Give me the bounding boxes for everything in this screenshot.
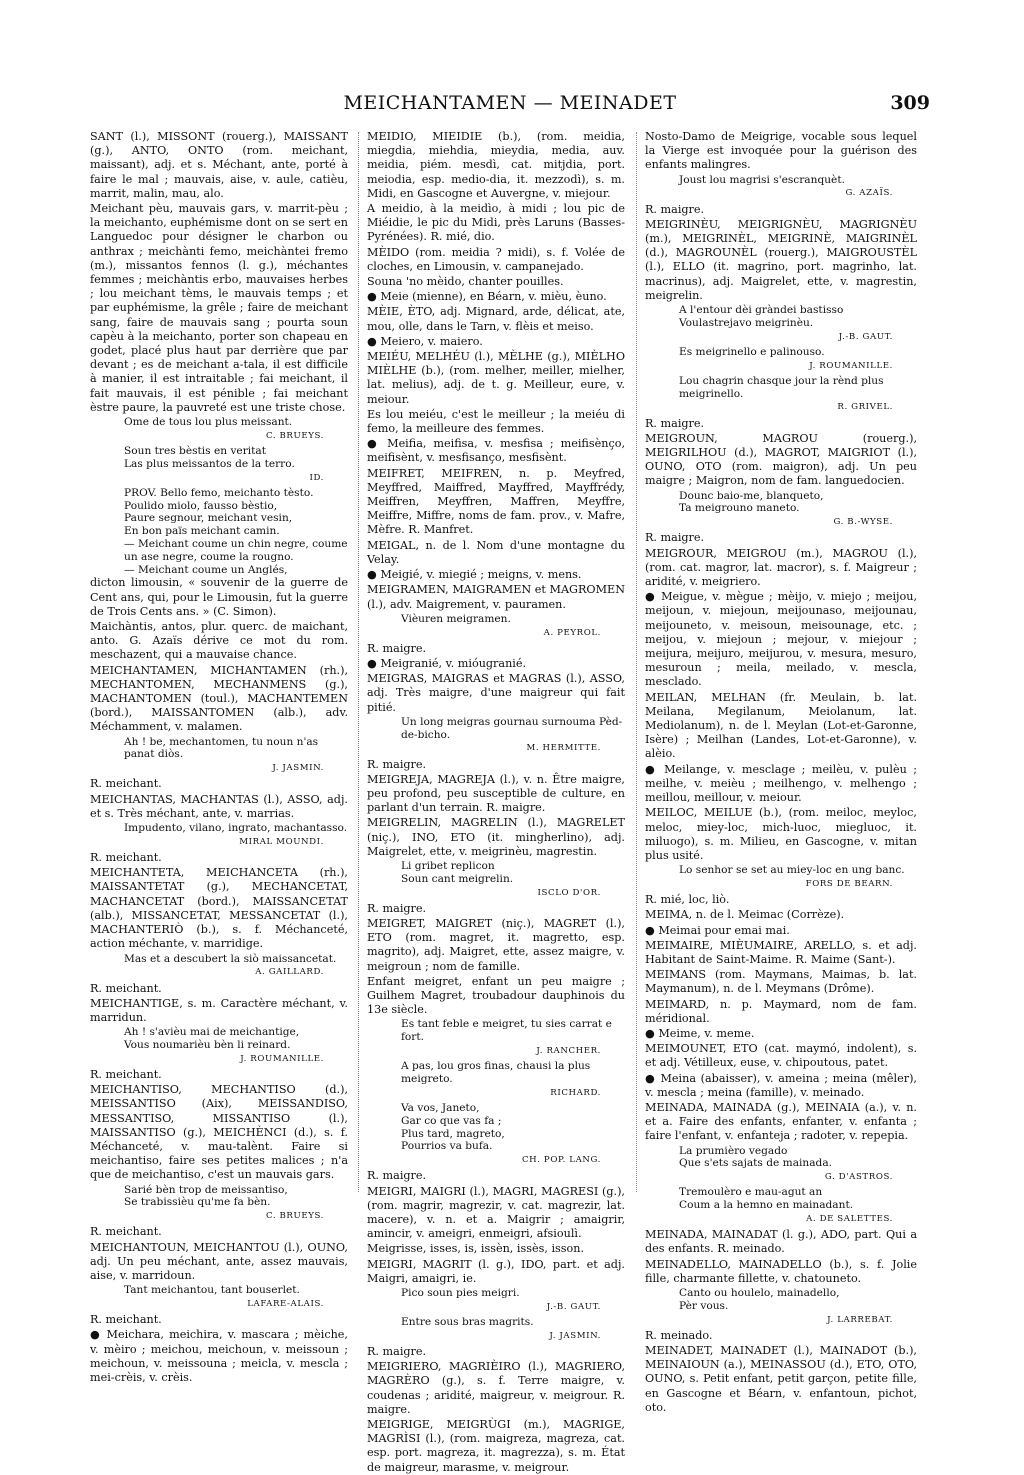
entry-paragraph: R. maigre. (367, 1344, 427, 1358)
quotation-line: Un long meigras gournau surnouma Pèd-de-bicho. (401, 715, 623, 741)
entry-paragraph: MEILAN, MELHAN (fr. Meulain, b. lat. Meilana, Megilanum, Meiolanum, lat. Mediolanum), n. de l. Meylan (Lot-et-Garonne, Isère) ; Meilhan (Landes, Lot-et-Garonne), v. alèio. (645, 690, 917, 761)
entry-paragraph: MEIGAL, n. de l. Nom d'une montagne du Velay. (367, 538, 625, 566)
quotation-line: Se trabissièu qu'me fa bèn. (124, 1196, 271, 1209)
entry-paragraph: MEIÉU, MELHÉU (l.), MÈLHE (g.), MIÈLHO MIÈLHE (b.), (rom. melher, meiller, mielher, lat. melius), adj. de t. g. Meilleur, eure, v. meiour. (367, 350, 625, 406)
entry-paragraph: MEIMA, n. de l. Meimac (Corrèze). (645, 908, 845, 922)
quotation-source: CH. POP. LANG. (522, 1155, 601, 1166)
entry-paragraph: dicton limousin, « souvenir de la guerre de Cent ans, qui, pour le Limousin, fut la guerre de Trois Cents ans. » (C. Simon). (90, 576, 348, 618)
column-divider (358, 132, 359, 1192)
quotation-line: Soun tres bèstis en veritat (124, 445, 266, 458)
quotation-source: J. ROUMANILLE. (809, 360, 893, 371)
quotation-line: Ah ! be, mechantomen, tu noun n'as panat diòs. (124, 735, 319, 761)
quotation-source: J. LARREBAT. (827, 1314, 893, 1325)
entry-paragraph: ● Meina (abaisser), v. ameina ; meina (mêler), v. mescla ; meina (famille), v. meinado. (645, 1071, 917, 1099)
quotation-line: Ah ! s'avièu mai de meichantige, (124, 1026, 300, 1039)
entry-paragraph: ● Meigue, v. mègue ; mèijo, v. miejo ; meijou, meijoun, v. miejoun, meijounaso, meijounau, meijouneto, v. meisoun, meisounage, etc. ; meijou, v. miejoun ; mejour, v. miejour ; meijura, meijuro, meijurou, v. mesura, mesuro, mesuroun ; meila, meilado, v. mescla, mesclado. (645, 590, 917, 689)
entry-paragraph: MEINADA, MAINADA (g.), MEINAIA (a.), v. n. et a. Faire des enfants, enfanter, v. enfanta ; faire l'enfant, v. enfanteja ; radoter, v. repepia. (645, 1100, 917, 1143)
quotation-source: G. AZAÏS. (845, 188, 893, 199)
entry-paragraph: R. meichant. (90, 981, 162, 995)
quotation-line: Mas et a descubert la siò maissancetat. (124, 952, 337, 965)
entry-paragraph: R. meichant. (90, 1067, 162, 1081)
entry-paragraph: MEIGROUR, MEIGROU (m.), MAGROU (l.), (rom. cat. magror, lat. macror), s. f. Maigreur ; aridité, v. meigriero. (645, 546, 917, 589)
quotation-line: Pourrios va bufa. (401, 1140, 493, 1153)
entry-paragraph: MEIMAIRE, MIÈUMAIRE, ARELLO, s. et adj. Habitant de Saint-Maime. R. Maime (Sant-). (645, 938, 917, 966)
entry-paragraph: SANT (l.), MISSONT (rouerg.), MAISSANT (g.), ANTO, ONTO (rom. meichant, maissant), adj. et s. Méchant, ante, porté à faire le mal ; mauvais, aise, v. aule, catièu, marrit, malin, mau, alo. (90, 130, 348, 200)
entry-paragraph: MEICHANTISO, MECHANTISO (d.), MEISSANTISO (Aix), MEISSANDISO, MESSANTISO, MISSANTISO (l.), MAISSANTISO (g.), MEICHÈNCI (d.), s. f. Méchanceté, v. mau-talènt. Faire si meichantiso, faire ses petites malices ; n'a que de meichantiso, c'est un mauvais gars. (90, 1083, 348, 1182)
entry-paragraph: R. meichant. (90, 1225, 162, 1239)
text-column-1 (90, 130, 348, 1384)
entry-paragraph: ● Meie (mienne), en Béarn, v. mièu, èuno. (367, 290, 607, 304)
entry-paragraph: ● Meilange, v. mesclage ; meilèu, v. pulèu ; meilhe, v. meièu ; meilhengo, v. melhengo ; meillou, meillour, v. meiour. (645, 762, 917, 805)
quotation-line: Tant meichantou, tant bouserlet. (124, 1284, 300, 1297)
quotation-line: Canto ou houlelo, mainadello, (679, 1286, 840, 1299)
quotation-line: Joust lou magrisi s'escranquèt. (679, 173, 845, 186)
entry-paragraph: ● Meiero, v. maiero. (367, 334, 483, 348)
entry-paragraph: MEIGROUN, MAGROU (rouerg.), MEIGRILHOU (d.), MAGROT, MAIGRIOT (l.), OUNO, OTO (rom. maigron), adj. Un peu maigre ; Maigron, nom de fam. languedocien. (645, 431, 917, 488)
quotation-source: J.-B. GAUT. (546, 1301, 601, 1312)
quotation-line: Es tant feble e meigret, tu sies carrat e fort. (401, 1018, 612, 1044)
quotation-line: Impudento, vilano, ingrato, machantasso. (124, 822, 348, 835)
entry-paragraph: R. maigre. (367, 1169, 427, 1183)
quotation-line: La prumièro vegado (679, 1144, 788, 1157)
quotation-line: Tremoulèro e mau-agut an (679, 1186, 823, 1199)
entry-paragraph: MEICHANTOUN, MEICHANTOU (l.), OUNO, adj. Un peu méchant, ante, assez mauvais, aise, v. marridoun. (90, 1240, 348, 1282)
entry-paragraph: MEIGRINÈU, MEIGRIGNÈU, MAGRIGNÈU (m.), MEIGRINÈL, MEIGRINÈ, MAIGRINÈL (d.), MAGROUNÈL (rouerg.), MAIGROUSTÈL (l.), ELLO (it. magrino, port. magrinho, lat. macrinus), adj. Maigrelet, ette, v. magrestin, meigrelin. (645, 217, 917, 302)
page-title: MEICHANTAMEN — MEINADET (343, 92, 677, 114)
entry-paragraph: MEILOC, MEILUE (b.), (rom. meiloc, meyloc, meloc, miey-loc, mich-luoc, miegluoc, it. miluogo), s. m. Milieu, en Gascogne, v. mitan plus usité. (645, 806, 917, 862)
entry-paragraph: MEIGRELIN, MAGRELIN (l.), MAGRELET (niç.), INO, ETO (it. mingherlino), adj. Maigrelet, ette, v. meigrinèu, magrestin. (367, 816, 625, 858)
quotation-source: ID. (309, 472, 324, 483)
entry-paragraph: MEIGRIGE, MEIGRÙGI (m.), MAGRIGE, MAGRÌSI (l.), (rom. maigreza, magreza, cat. esp. port. magreza, it. magrezza), s. m. État de maigreur, marasme, v. meigrour. (367, 1417, 625, 1474)
quotation-source: C. BRUEYS. (265, 430, 324, 441)
entry-paragraph: Enfant meigret, enfant un peu maigre ; Guilhem Magret, troubadour dauphinois du 13e siècle. (367, 974, 625, 1017)
entry-paragraph: MEIGRET, MAIGRET (niç.), MAGRET (l.), ETO (rom. magret, it. magretto, esp. magrito), adj. Maigret, ette, assez maigre, v. meigroun ; nom de famille. (367, 916, 625, 973)
entry-paragraph: R. meinado. (645, 1328, 713, 1342)
text-column-2 (367, 130, 625, 1474)
quotation-line: Plus tard, magreto, (401, 1127, 505, 1140)
entry-paragraph: MEIGRAMEN, MAIGRAMEN et MAGROMEN (l.), adv. Maigrement, v. pauramen. (367, 583, 625, 611)
entry-paragraph: R. maigre. (367, 757, 427, 771)
quotation-source: J.-B. GAUT. (838, 331, 893, 342)
quotation-source: J. RANCHER. (536, 1045, 601, 1056)
quotation-line: Voulastrejavo meigrinèu. (679, 316, 814, 329)
quotation-source: M. HERMITTE. (526, 743, 601, 754)
quotation-line: Paure segnour, meichant vesin, (124, 512, 293, 525)
quotation-line: Es meigrinello e palinouso. (679, 345, 825, 358)
entry-paragraph: R. maigre. (645, 531, 705, 545)
quotation-line: Pico soun pies meigri. (401, 1286, 520, 1299)
quotation-source: LAFARE-ALAIS. (247, 1298, 324, 1309)
entry-paragraph: Nosto-Damo de Meigrige, vocable sous lequel la Vierge est invoquée pour la guérison des enfants malingres. (645, 130, 917, 172)
quotation-source: J. ROUMANILLE. (240, 1053, 324, 1064)
entry-paragraph: R. maigre. (367, 641, 427, 655)
entry-paragraph: R. meichant. (90, 1313, 162, 1327)
quotation-line: Coum a la hemno en mainadant. (679, 1199, 854, 1212)
entry-paragraph: MEICHANTETA, MEICHANCETA (rh.), MAISSANTETAT (g.), MECHANCETAT, MACHANCETAT (bord.), MAISSANCETAT (alb.), MISSANCETAT, MESSANCETAT (l.), MACHANTERIÒ (b.), s. f. Méchanceté, action méchante, v. marridige. (90, 866, 348, 951)
quotation-source: G. B.-WYSE. (833, 517, 893, 528)
entry-paragraph: MÈIDO (rom. meidia ? midi), s. f. Volée de cloches, en Limousin, v. campanejado. (367, 245, 625, 273)
entry-paragraph: MEICHANTAS, MACHANTAS (l.), ASSO, adj. et s. Très méchant, ante, v. marrias. (90, 792, 348, 820)
quotation-source: A. PEYROL. (543, 627, 601, 638)
entry-paragraph: MEIGREJA, MAGREJA (l.), v. n. Être maigre, peu profond, peu susceptible de culture, en parlant d'un terrain. R. maigre. (367, 772, 625, 815)
quotation-line: Vièuren meigramen. (401, 612, 511, 625)
entry-paragraph: ● Meifia, meifisa, v. mesfisa ; meifisènço, meifisènt, v. mesfisanço, mesfisènt. (367, 437, 625, 465)
entry-paragraph: MEICHANTAMEN, MICHANTAMEN (rh.), MECHANTOMEN, MECHANMENS (g.), MACHANTOMEN (toul.), MACHANTEMEN (bord.), MAISSANTOMEN (alb.), adv. Méchamment, v. malamen. (90, 663, 348, 734)
entry-paragraph: Es lou meiéu, c'est le meilleur ; la meiéu di femo, la meilleure des femmes. (367, 407, 625, 436)
entry-paragraph: MEIMANS (rom. Maymans, Maimas, b. lat. Maymanum), n. de l. Meymans (Drôme). (645, 968, 917, 996)
quotation-source: ISCLO D'OR. (537, 887, 601, 898)
quotation-line: Soun cant meigrelin. (401, 872, 514, 885)
quotation-line: — Meichant coume un Anglés, (124, 563, 288, 576)
entry-paragraph: MEIMOUNET, ETO (cat. maymó, indolent), s. et adj. Vétilleux, euse, v. chipoutous, patet. (645, 1042, 917, 1070)
quotation-line: Sarié bèn trop de meissantiso, (124, 1183, 288, 1196)
quotation-line: Ta meigrouno maneto. (679, 502, 800, 515)
quotation-line: Ome de tous lou plus meissant. (124, 416, 293, 429)
quotation-line: A l'entour dèi gràndei bastisso (679, 304, 844, 317)
entry-paragraph: MEINADA, MAINADAT (l. g.), ADO, part. Qui a des enfants. R. meinado. (645, 1228, 917, 1256)
quotation-line: Que s'ets sajats de mainada. (679, 1157, 833, 1170)
entry-paragraph: MEIMARD, n. p. Maymard, nom de fam. méridional. (645, 997, 917, 1025)
quotation-source: FORS DE BEARN. (805, 878, 893, 889)
entry-paragraph: MEIGRAS, MAIGRAS et MAGRAS (l.), ASSO, adj. Très maigre, d'une maigreur qui fait pitié. (367, 672, 625, 714)
entry-paragraph: A meidio, à la meidìo, à midi ; lou pic de Miéidie, le pic du Midi, près Laruns (Basses-Pyrénées). R. mié, dio. (367, 202, 625, 244)
entry-paragraph: Souna 'no mèido, chanter pouilles. (367, 275, 564, 289)
entry-paragraph: R. maigre. (645, 202, 705, 216)
quotation-line: Dounc baio-me, blanqueto, (679, 489, 824, 502)
running-header (90, 92, 930, 122)
entry-paragraph: MEIGRI, MAGRIT (l. g.), IDO, part. et adj. Maigri, amaigri, ie. (367, 1257, 625, 1285)
entry-paragraph: R. maigre. (367, 901, 427, 915)
entry-paragraph: MEICHANTIGE, s. m. Caractère méchant, v. marridun. (90, 996, 348, 1024)
entry-paragraph: MEIGRIERO, MAGRIÈIRO (l.), MAGRIERO, MAGRÈRO (g.), s. f. Terre maigre, v. coudenas ; aridité, maigreur, v. meigrour. R. maigre. (367, 1360, 625, 1416)
column-divider (636, 132, 637, 1192)
quotation-line: Gar co que vas fa ; (401, 1114, 502, 1127)
quotation-line: Las plus meissantos de la terro. (124, 457, 295, 470)
quotation-line: Va vos, Janeto, (401, 1101, 480, 1114)
entry-paragraph: R. meichant. (90, 777, 162, 791)
entry-paragraph: ● Meimai pour emai mai. (645, 923, 790, 937)
entry-paragraph: MEIFRET, MEIFREN, n. p. Meyfred, Meyffred, Maiffred, Mayffred, Mayffrédy, Meiffren, Meyffren, Maffren, Meyffre, Meiffre, Miffre, noms de fam. prov., v. Mafre, Mèfre. R. Manfret. (367, 466, 625, 537)
entry-paragraph: Maichàntis, antos, plur. querc. de maichant, anto. G. Azaïs dérive ce mot du rom. meschazent, qui a mauvaise chance. (90, 620, 348, 662)
quotation-line: Lo senhor se set au miey-loc en ung banc. (679, 864, 905, 877)
quotation-source: R. GRIVEL. (837, 402, 893, 413)
quotation-source: A. GAILLARD. (255, 967, 324, 978)
entry-paragraph: Meigrisse, isses, is, issèn, issès, isson. (367, 1242, 585, 1256)
entry-paragraph: MEIDIO, MIEIDIE (b.), (rom. meidia, miegdia, miehdia, mieydia, media, auv. meidia, piém. mesdì, cat. mitjdia, port. meiodia, esp. medio-dia, it. mezzodì), s. m. Midi, en Gascogne et Auvergne, v. miejour. (367, 130, 625, 200)
quotation-line: En bon païs meichant camin. (124, 525, 280, 538)
entry-paragraph: R. mié, loc, liò. (645, 893, 730, 907)
entry-paragraph: MEINADET, MAINADET (l.), MAINADOT (b.), MEINAIOUN (a.), MEINASSOU (d.), ETO, OTO, OUNO, s. Petit enfant, petit garçon, petite fille, en Gascogne et Béarn, v. enfantoun, pichot, oto. (645, 1343, 917, 1414)
quotation-line: A pas, lou gros finas, chausi la plus meigreto. (401, 1060, 591, 1085)
quotation-line: Poulido miolo, fausso bèstio, (124, 499, 278, 512)
quotation-line: Entre sous bras magrits. (401, 1315, 534, 1328)
page-number: 309 (890, 92, 930, 114)
entry-paragraph: ● Meichara, meichira, v. mascara ; mèiche, v. mèiro ; meichou, meichoun, v. meissoun ; meichoun, v. meissouna ; meicla, v. mescla ; mei-crèis, v. crèis. (90, 1328, 348, 1384)
entry-paragraph: R. meichant. (90, 851, 162, 865)
quotation-source: J. JASMIN. (549, 1330, 601, 1341)
entry-paragraph: MEIGRI, MAIGRI (l.), MAGRI, MAGRESI (g.), (rom. magrir, magrezir, v. cat. magrezir, lat. macere), v. n. et a. Maigrir ; amaigrir, amincir, v. ameigri, enmeigri, afsioulì. (367, 1184, 625, 1241)
entry-paragraph: Meichant pèu, mauvais gars, v. marrit-pèu ; la meichanto, euphémisme dont on se sert en Languedoc pour désigner le charbon ou anthrax ; meichànti femo, meichàntei fremo (m.), missantos fennos (l. g.), méchantes femmes ; meichàntis erbo, mauvaises herbes ; lou meichant tèms, le mauvais temps ; et par euphémisme, la grêle ; faire de meichant sang, faire de mauvais sang ; pourta soun capèu à la meichanto, porter son chapeau en godet, placé plus haut par derrière que par devant ; es de meichant a-tala, il est difficile à manier, il est intraitable ; fai meichant, il fait mauvais, il est pénible ; fai meichant èstre paure, la pauvreté est une triste chose. (90, 202, 348, 414)
quotation-source: G. D'ASTROS. (824, 1172, 893, 1183)
entry-paragraph: MÈIE, ÈTO, adj. Mignard, arde, délicat, ate, mou, olle, dans le Tarn, v. flèis et meiso. (367, 305, 625, 333)
quotation-source: C. BRUEYS. (265, 1211, 324, 1222)
quotation-line: — Meichant coume un chin negre, coume un ase negre, coume la rougno. (124, 538, 348, 563)
quotation-source: A. DE SALETTES. (806, 1213, 893, 1224)
quotation-line: Li gribet replicon (401, 859, 495, 872)
quotation-line: Pèr vous. (679, 1299, 729, 1312)
entry-paragraph: R. maigre. (645, 416, 705, 430)
quotation-line: PROV. Bello femo, meichanto tèsto. (124, 486, 314, 499)
entry-paragraph: ● Meime, v. meme. (645, 1026, 755, 1040)
quotation-source: MIRAL MOUNDI. (239, 836, 324, 847)
quotation-source: RICHARD. (550, 1087, 601, 1098)
quotation-source: J. JASMIN. (272, 763, 324, 774)
quotation-line: Vous noumarièu bèn li reinard. (124, 1038, 291, 1051)
entry-paragraph: ● Meigié, v. miegié ; meigns, v. mens. (367, 568, 582, 582)
entry-paragraph: ● Meigranié, v. mióugranié. (367, 656, 527, 670)
entry-paragraph: MEINADELLO, MAINADELLO (b.), s. f. Jolie fille, charmante fillette, v. chatouneto. (645, 1257, 917, 1285)
text-column-3 (645, 130, 917, 1414)
quotation-line: Lou chagrin chasque jour la rènd plus meigrinello. (679, 374, 884, 400)
